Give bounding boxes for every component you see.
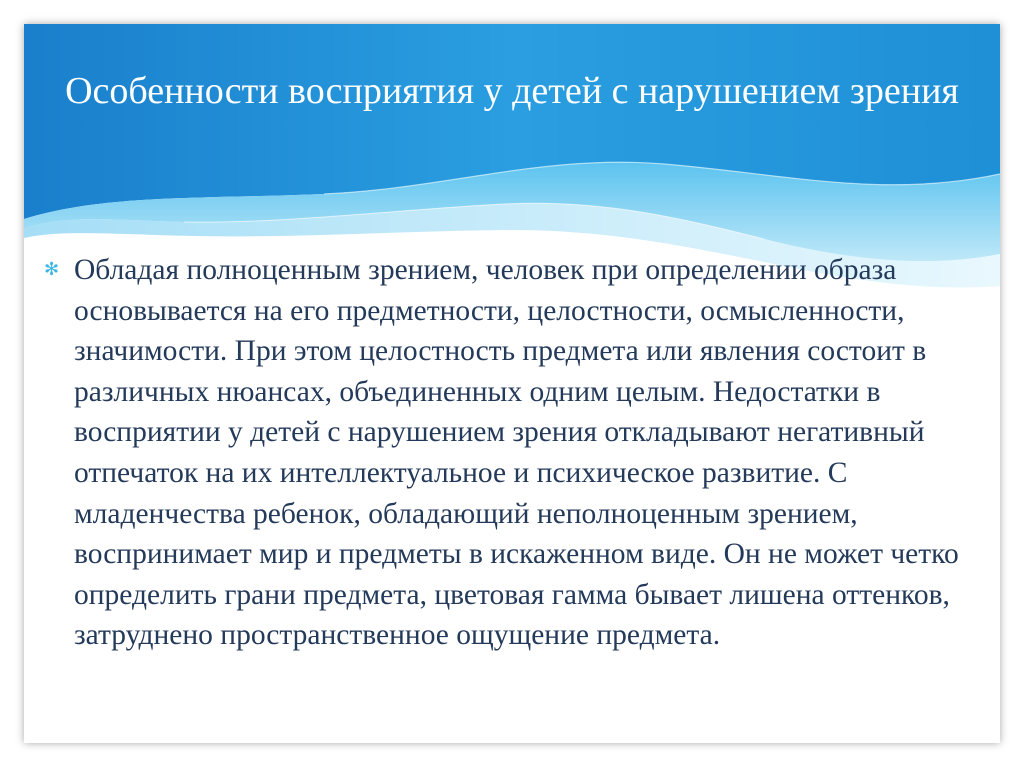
asterisk-bullet-icon: ✻ [44, 259, 60, 280]
bullet-text: Обладая полноценным зрением, человек при определении образа основывается на его предметности, целостности, осмысленности, значимости. При этом целостность предмета или явления состоит в различных нюансах, объединенных одним целым. Недостатки в восприятии у детей с нарушением зрения откладывают негативный отпечаток на их интеллектуальное и психическое развитие. С младенчества ребенок, обладающий неполноценным зрением, воспринимает мир и предметы в искаженном виде. Он не может четко определить грани предмета, цветовая гамма бывает лишена оттенков, затруднено пространственное ощущение предмета. [74, 254, 959, 652]
slide [24, 24, 1000, 743]
bullet-item [44, 250, 974, 656]
slide-title: Особенности восприятия у детей с нарушением зрения [65, 70, 959, 112]
